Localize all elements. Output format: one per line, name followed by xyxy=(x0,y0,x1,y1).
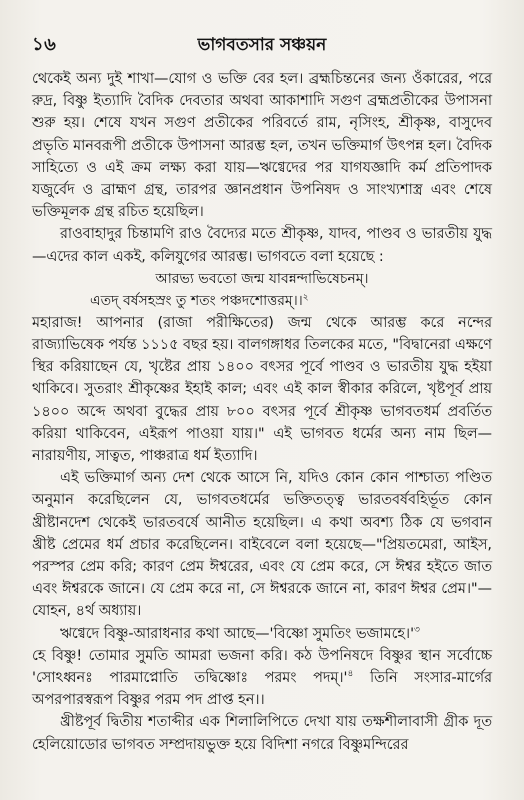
footnote-marker-3: ৩ xyxy=(414,624,420,635)
verse-line-1: আরভ্য ভবতো জন্ম যাবন্নন্দাভিষেচনম্। xyxy=(155,270,369,287)
paragraph-3: মহারাজ! আপনার (রাজা পরীক্ষিতের) জন্ম থেকে আরম্ভ করে নন্দের রাজ্যাভিষেক পর্যন্ত ১১১৫ বছর হয়। বালগঙ্গাধর তিলকের মতে, "বিদ্বানেরা এক্ষণে স্থির করিয়াছেন যে, খৃষ্টের প্রায় ১৪০০ বৎসর পূর্বে পাণ্ডব ও ভারতীয় যুদ্ধ হইয়া থাকিবে। সুতরাং শ্রীকৃষ্ণের ইহাই কাল; এবং এই কাল স্বীকার করিলে, খৃষ্টপূর্ব প্রায় ১৪০০ অব্দে অথবা বুদ্ধের প্রায় ৮০০ বৎসর পূর্বে শ্রীকৃষ্ণ ভাগবতধর্ম প্রবর্তিত করিয়া থাকিবেন, এইরূপ পাওয়া যায়।" এই ভাগবত ধর্মের অন্য নাম ছিল—নারায়ণীয়, সাত্বত, পাঞ্চরাত্র ধর্ম ইত্যাদি। xyxy=(32,314,492,465)
paragraph-2: রাওবাহাদুর চিন্তামণি রাও বৈদ্যের মতে শ্রীকৃষ্ণ, যাদব, পাণ্ডব ও ভারতীয় যুদ্ধ—এদের কাল একই, কলিযুগের আরম্ভ। ভাগবতে বলা হয়েছে : xyxy=(32,226,492,265)
paragraph-6 xyxy=(32,645,492,712)
body-text xyxy=(32,68,492,756)
verse-line-2-text: এতদ্ বর্ষসহস্রং তু শতং পঞ্চদশোত্তরম্।। xyxy=(90,292,303,309)
verse-line-2 xyxy=(32,290,492,312)
paragraph-5 xyxy=(32,623,492,645)
footnote-marker-4: ৪ xyxy=(347,669,354,680)
paragraph-4: এই ভক্তিমার্গ অন্য দেশ থেকে আসে নি, যদিও কোন কোন পাশ্চাত্য পণ্ডিত অনুমান করেছিলেন যে, ভাগবতধর্মের ভক্তিতত্ত্ব ভারতবর্ষবহির্ভূত কোন খ্রীষ্টানদেশ থেকেই ভারতবর্ষে আনীত হয়েছিল। এ কথা অবশ্য ঠিক যে ভগবান খ্রীষ্ট প্রেমের ধর্ম প্রচার করেছিলেন। বাইবেলে বলা হয়েছে—"প্রিয়তমেরা, আইস, পরস্পর প্রেম করি; কারণ প্রেম ঈশ্বরের, এবং যে প্রেম করে, সে ঈশ্বর হইতে জাত এবং ঈশ্বরকে জানে। যে প্রেম করে না, সে ঈশ্বরকে জানে না, কারণ ঈশ্বর প্রেম।"—যোহন, ৪র্থ অধ্যায়। xyxy=(32,470,492,620)
page-header xyxy=(32,30,492,54)
paragraph-7: খ্রীষ্টপূর্ব দ্বিতীয় শতাব্দীর এক শিলালিপিতে দেখা যায় তক্ষশীলাবাসী গ্রীক দূত হেলিয়োডোর ভাগবত সম্প্রদায়ভুক্ত হয়ে বিদিশা নগরে বিষ্ণুমন্দিরের xyxy=(32,714,492,753)
page-number: ১৬ xyxy=(32,34,57,55)
paragraph-6-text: হে বিষ্ণু! তোমার সুমতি আমরা ভজনা করি। কঠ উপনিষদে বিষ্ণুর স্থান সর্বোচ্চে 'সোঽধ্বনঃ পারমাপ্নোতি তদ্বিষ্ণোঃ পরমং পদম্।' xyxy=(32,647,492,687)
paragraph-1: থেকেই অন্য দুই শাখা—যোগ ও ভক্তি বের হল। ব্রহ্মচিন্তনের জন্য ওঁকারের, পরে রুদ্র, বিষ্ণু ইত্যাদি বৈদিক দেবতার অথবা আকাশাদি সগুণ ব্রহ্মপ্রতীকের উপাসনা শুরু হয়। শেষে যখন সগুণ প্রতীকের পরিবর্তে রাম, নৃসিংহ, শ্রীকৃষ্ণ, বাসুদেব প্রভৃতি মানবরূপী প্রতীকে উপাসনা আরম্ভ হল, তখন ভক্তিমার্গ উৎপন্ন হল। বৈদিক সাহিত্যে ও এই ক্রম লক্ষ্য করা যায়—ঋগ্বেদের পর যাগযজ্ঞাদি কর্ম প্রতিপাদক যজুর্বেদ ও ব্রাহ্মণ গ্রন্থ, তারপর জ্ঞানপ্রধান উপনিষদ ও সাংখ্যশাস্ত্র এবং শেষে ভক্তিমূলক গ্রন্থ রচিত হয়েছিল। xyxy=(32,71,492,221)
paragraph-6-tail: তিনি সংসার-মার্গের অপরপারস্বরূপ বিষ্ণুর পরম পদ প্রাপ্ত হন।। xyxy=(32,670,492,709)
paragraph-5-text: ঋগ্বেদে বিষ্ণু-আরাধনার কথা আছে—'বিষ্ণো সুমতিং ভজামহে।' xyxy=(60,625,415,642)
footnote-marker-2: ২ xyxy=(302,292,309,303)
running-title: ভাগবতসার সঞ্চয়ন xyxy=(197,35,327,55)
